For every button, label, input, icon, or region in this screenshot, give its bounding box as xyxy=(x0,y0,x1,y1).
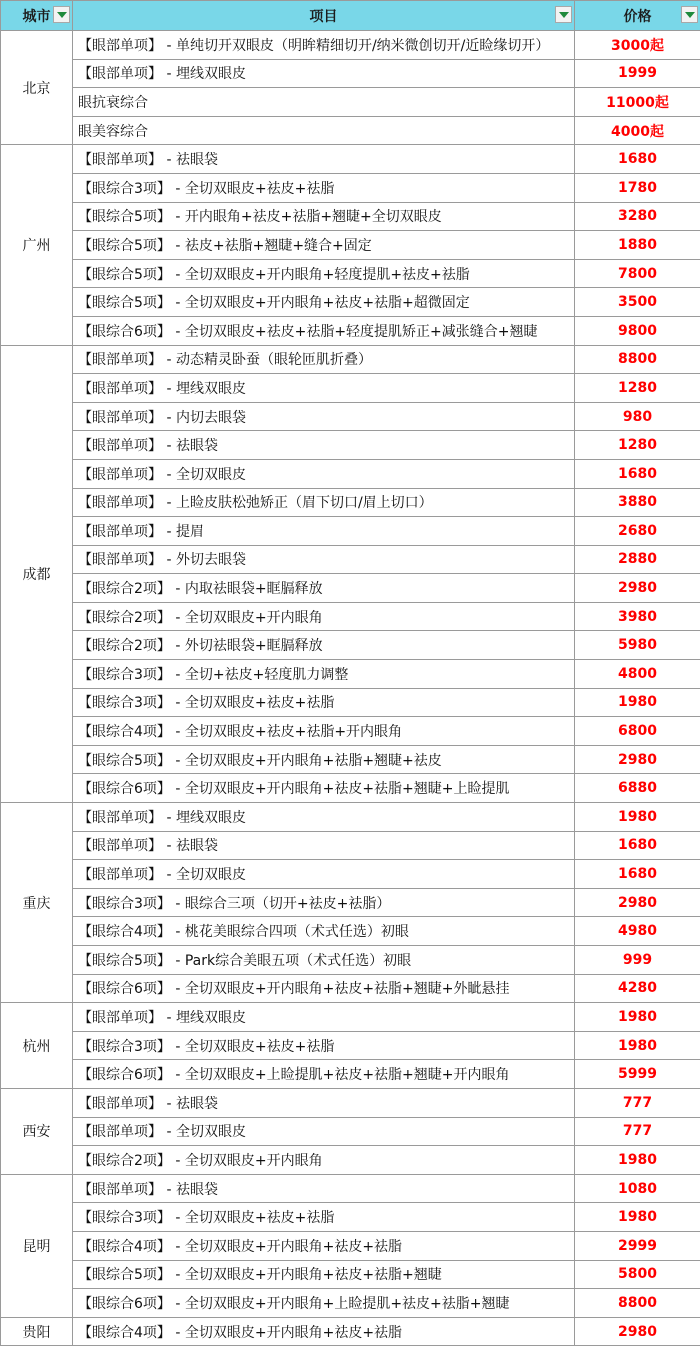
city-filter-dropdown-icon[interactable] xyxy=(53,6,70,23)
price-cell: 5980 xyxy=(575,631,700,660)
table-row xyxy=(1,1117,700,1146)
table-row xyxy=(1,116,700,145)
price-cell: 980 xyxy=(575,402,700,431)
price-cell: 1080 xyxy=(575,1174,700,1203)
price-cell: 6800 xyxy=(575,717,700,746)
city-cell: 杭州 xyxy=(1,1003,73,1089)
item-cell: 【眼部单项】 - 埋线双眼皮 xyxy=(73,1003,575,1032)
table-row xyxy=(1,259,700,288)
price-cell: 1280 xyxy=(575,374,700,403)
table-row xyxy=(1,860,700,889)
price-cell: 2999 xyxy=(575,1231,700,1260)
table-row xyxy=(1,374,700,403)
item-cell: 【眼综合2项】 - 全切双眼皮+开内眼角 xyxy=(73,602,575,631)
price-cell: 2880 xyxy=(575,545,700,574)
item-cell: 【眼综合3项】 - 全切双眼皮+祛皮+祛脂 xyxy=(73,1031,575,1060)
table-body xyxy=(1,31,700,1346)
price-cell: 3280 xyxy=(575,202,700,231)
price-cell: 5800 xyxy=(575,1260,700,1289)
price-cell: 9800 xyxy=(575,316,700,345)
item-cell: 【眼部单项】 - 祛眼袋 xyxy=(73,831,575,860)
table-row xyxy=(1,316,700,345)
item-cell: 【眼综合5项】 - 全切双眼皮+开内眼角+祛皮+祛脂+翘睫 xyxy=(73,1260,575,1289)
item-cell: 【眼综合3项】 - 全切+祛皮+轻度肌力调整 xyxy=(73,660,575,689)
price-cell: 8800 xyxy=(575,1289,700,1318)
item-cell: 【眼综合3项】 - 眼综合三项（切开+祛皮+祛脂） xyxy=(73,888,575,917)
price-cell: 4000起 xyxy=(575,116,700,145)
item-cell: 【眼部单项】 - 祛眼袋 xyxy=(73,1174,575,1203)
item-cell: 【眼综合3项】 - 全切双眼皮+祛皮+祛脂 xyxy=(73,173,575,202)
price-cell: 1680 xyxy=(575,831,700,860)
item-cell: 眼美容综合 xyxy=(73,116,575,145)
item-cell: 【眼综合5项】 - Park综合美眼五项（术式任选）初眼 xyxy=(73,946,575,975)
item-cell: 【眼综合5项】 - 全切双眼皮+开内眼角+祛皮+祛脂+超微固定 xyxy=(73,288,575,317)
price-cell: 6880 xyxy=(575,774,700,803)
header-row xyxy=(1,1,700,31)
price-cell: 1980 xyxy=(575,803,700,832)
table-row xyxy=(1,173,700,202)
price-cell: 1280 xyxy=(575,431,700,460)
price-cell: 1680 xyxy=(575,860,700,889)
table-row xyxy=(1,631,700,660)
table-row xyxy=(1,459,700,488)
table-row xyxy=(1,488,700,517)
table-row xyxy=(1,288,700,317)
header-city xyxy=(1,1,73,31)
city-cell: 昆明 xyxy=(1,1174,73,1317)
item-cell: 【眼部单项】 - 外切去眼袋 xyxy=(73,545,575,574)
table-row xyxy=(1,345,700,374)
item-cell: 【眼部单项】 - 全切双眼皮 xyxy=(73,860,575,889)
price-cell: 4280 xyxy=(575,974,700,1003)
item-cell: 【眼部单项】 - 全切双眼皮 xyxy=(73,459,575,488)
city-cell: 广州 xyxy=(1,145,73,345)
table-row xyxy=(1,946,700,975)
item-cell: 【眼部单项】 - 埋线双眼皮 xyxy=(73,803,575,832)
price-cell: 1680 xyxy=(575,459,700,488)
table-row xyxy=(1,717,700,746)
item-cell: 【眼综合6项】 - 全切双眼皮+开内眼角+上睑提肌+祛皮+祛脂+翘睫 xyxy=(73,1289,575,1318)
price-cell: 5999 xyxy=(575,1060,700,1089)
table-row xyxy=(1,974,700,1003)
price-cell: 3500 xyxy=(575,288,700,317)
price-cell: 1980 xyxy=(575,1003,700,1032)
table-row xyxy=(1,145,700,174)
table-row xyxy=(1,745,700,774)
price-cell: 11000起 xyxy=(575,88,700,117)
price-cell: 1780 xyxy=(575,173,700,202)
table-row xyxy=(1,545,700,574)
item-cell: 【眼综合5项】 - 全切双眼皮+开内眼角+轻度提肌+祛皮+祛脂 xyxy=(73,259,575,288)
item-cell: 【眼综合2项】 - 内取祛眼袋+眶膈释放 xyxy=(73,574,575,603)
table-row xyxy=(1,1060,700,1089)
item-cell: 【眼部单项】 - 埋线双眼皮 xyxy=(73,374,575,403)
table-row xyxy=(1,1317,700,1346)
price-cell: 1680 xyxy=(575,145,700,174)
price-cell: 1980 xyxy=(575,1146,700,1175)
item-cell: 【眼综合6项】 - 全切双眼皮+上睑提肌+祛皮+祛脂+翘睫+开内眼角 xyxy=(73,1060,575,1089)
price-cell: 3000起 xyxy=(575,31,700,60)
item-cell: 【眼部单项】 - 埋线双眼皮 xyxy=(73,59,575,88)
item-cell: 【眼综合4项】 - 全切双眼皮+开内眼角+祛皮+祛脂 xyxy=(73,1317,575,1346)
table-row xyxy=(1,59,700,88)
price-cell: 999 xyxy=(575,946,700,975)
price-cell: 777 xyxy=(575,1117,700,1146)
item-cell: 【眼部单项】 - 上睑皮肤松弛矫正（眉下切口/眉上切口） xyxy=(73,488,575,517)
price-cell: 2680 xyxy=(575,517,700,546)
item-cell: 【眼部单项】 - 单纯切开双眼皮（明眸精细切开/纳米微创切开/近睑缘切开） xyxy=(73,31,575,60)
item-cell: 【眼综合6项】 - 全切双眼皮+祛皮+祛脂+轻度提肌矫正+减张缝合+翘睫 xyxy=(73,316,575,345)
price-filter-dropdown-icon[interactable] xyxy=(681,6,698,23)
header-item xyxy=(73,1,575,31)
table-row xyxy=(1,917,700,946)
price-cell: 1999 xyxy=(575,59,700,88)
table-row xyxy=(1,402,700,431)
item-cell: 【眼部单项】 - 祛眼袋 xyxy=(73,145,575,174)
item-cell: 【眼部单项】 - 动态精灵卧蚕（眼轮匝肌折叠） xyxy=(73,345,575,374)
table-row xyxy=(1,517,700,546)
price-cell: 1980 xyxy=(575,1203,700,1232)
table-row xyxy=(1,88,700,117)
price-cell: 1980 xyxy=(575,688,700,717)
table-row xyxy=(1,1231,700,1260)
table-row xyxy=(1,831,700,860)
item-cell: 【眼部单项】 - 全切双眼皮 xyxy=(73,1117,575,1146)
item-cell: 【眼综合4项】 - 桃花美眼综合四项（术式任选）初眼 xyxy=(73,917,575,946)
table-row xyxy=(1,1031,700,1060)
header-item-label: 项目 xyxy=(309,8,338,25)
table-row xyxy=(1,660,700,689)
table-row xyxy=(1,1003,700,1032)
header-price-label: 价格 xyxy=(623,8,652,25)
price-cell: 7800 xyxy=(575,259,700,288)
table-row xyxy=(1,1146,700,1175)
item-cell: 【眼综合4项】 - 全切双眼皮+祛皮+祛脂+开内眼角 xyxy=(73,717,575,746)
table-row xyxy=(1,803,700,832)
item-cell: 【眼综合2项】 - 全切双眼皮+开内眼角 xyxy=(73,1146,575,1175)
city-cell: 贵阳 xyxy=(1,1317,73,1346)
table-row xyxy=(1,231,700,260)
price-cell: 1980 xyxy=(575,1031,700,1060)
item-cell: 【眼部单项】 - 祛眼袋 xyxy=(73,431,575,460)
header-price xyxy=(575,1,700,31)
item-cell: 【眼综合3项】 - 全切双眼皮+祛皮+祛脂 xyxy=(73,1203,575,1232)
item-cell: 【眼综合6项】 - 全切双眼皮+开内眼角+祛皮+祛脂+翘睫+上睑提肌 xyxy=(73,774,575,803)
item-cell: 【眼部单项】 - 内切去眼袋 xyxy=(73,402,575,431)
price-cell: 1880 xyxy=(575,231,700,260)
item-cell: 【眼综合4项】 - 全切双眼皮+开内眼角+祛皮+祛脂 xyxy=(73,1231,575,1260)
price-cell: 8800 xyxy=(575,345,700,374)
city-cell: 重庆 xyxy=(1,803,73,1003)
table-row xyxy=(1,1203,700,1232)
item-cell: 【眼综合2项】 - 外切祛眼袋+眶膈释放 xyxy=(73,631,575,660)
table-row xyxy=(1,574,700,603)
price-cell: 2980 xyxy=(575,745,700,774)
item-cell: 【眼综合5项】 - 祛皮+祛脂+翘睫+缝合+固定 xyxy=(73,231,575,260)
city-cell: 西安 xyxy=(1,1088,73,1174)
price-cell: 777 xyxy=(575,1088,700,1117)
table-row xyxy=(1,431,700,460)
table-row xyxy=(1,1174,700,1203)
table-row xyxy=(1,1260,700,1289)
price-cell: 4980 xyxy=(575,917,700,946)
price-cell: 4800 xyxy=(575,660,700,689)
table-row xyxy=(1,688,700,717)
item-cell: 【眼综合6项】 - 全切双眼皮+开内眼角+祛皮+祛脂+翘睫+外眦悬挂 xyxy=(73,974,575,1003)
city-cell: 北京 xyxy=(1,31,73,145)
table-row xyxy=(1,602,700,631)
item-cell: 眼抗衰综合 xyxy=(73,88,575,117)
item-filter-dropdown-icon[interactable] xyxy=(555,6,572,23)
item-cell: 【眼综合5项】 - 全切双眼皮+开内眼角+祛脂+翘睫+祛皮 xyxy=(73,745,575,774)
price-cell: 2980 xyxy=(575,888,700,917)
table-row xyxy=(1,1088,700,1117)
item-cell: 【眼综合5项】 - 开内眼角+祛皮+祛脂+翘睫+全切双眼皮 xyxy=(73,202,575,231)
price-cell: 2980 xyxy=(575,1317,700,1346)
item-cell: 【眼部单项】 - 提眉 xyxy=(73,517,575,546)
city-cell: 成都 xyxy=(1,345,73,803)
table-row xyxy=(1,31,700,60)
item-cell: 【眼综合3项】 - 全切双眼皮+祛皮+祛脂 xyxy=(73,688,575,717)
header-city-label: 城市 xyxy=(22,8,51,25)
price-cell: 3980 xyxy=(575,602,700,631)
price-cell: 2980 xyxy=(575,574,700,603)
price-cell: 3880 xyxy=(575,488,700,517)
table-row xyxy=(1,888,700,917)
table-row xyxy=(1,202,700,231)
table-row xyxy=(1,774,700,803)
item-cell: 【眼部单项】 - 祛眼袋 xyxy=(73,1088,575,1117)
table-row xyxy=(1,1289,700,1318)
